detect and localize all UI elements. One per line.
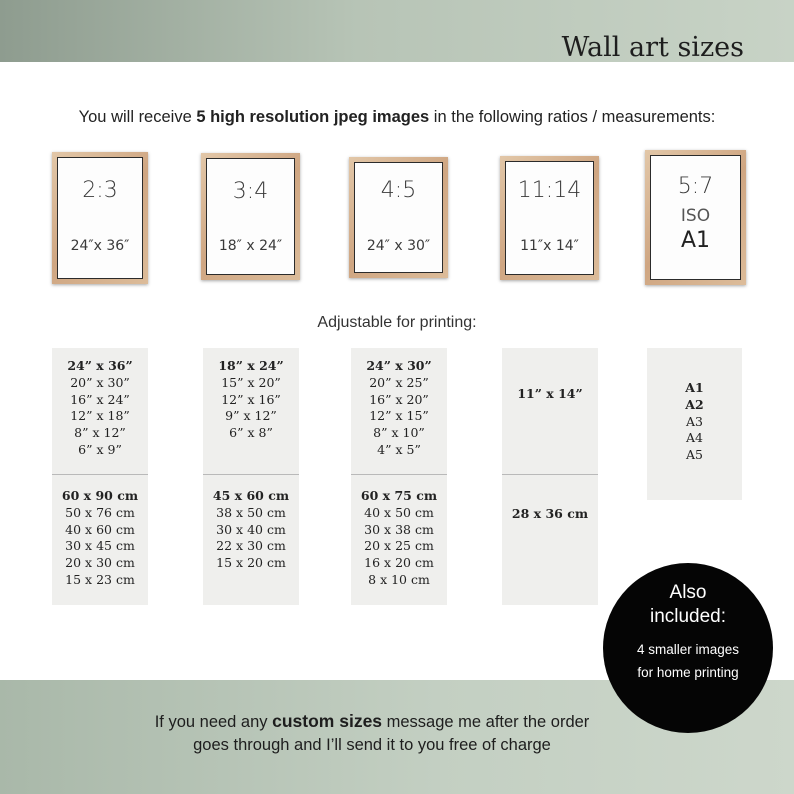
badge-line: included: [649, 606, 727, 627]
size-line: 8” x 12” [74, 425, 126, 441]
size-line: 40 x 60 cm [65, 521, 135, 537]
size-line: 12” x 16” [221, 391, 281, 407]
frame-dims: 11″x 14″ [520, 238, 579, 254]
size-line: A3 [686, 413, 703, 429]
iso-sizes [647, 380, 742, 464]
size-line: 40 x 50 cm [364, 504, 434, 520]
frame-mat [505, 161, 594, 275]
divider [502, 474, 598, 475]
frame-a1-label: A1 [680, 228, 711, 253]
frame-ratio: 4:5 [380, 178, 417, 203]
frame-mat [354, 162, 443, 273]
cm-sizes [203, 488, 299, 572]
frame-2-3 [52, 152, 148, 284]
size-line: A2 [685, 396, 704, 412]
size-line: A1 [685, 380, 704, 395]
frame-iso-label: ISO [680, 206, 711, 226]
size-line: 6” x 9” [78, 441, 122, 457]
frame-ratio: 5:7 [677, 174, 714, 199]
size-line: 30 x 40 cm [216, 521, 286, 537]
cm-sizes [351, 488, 447, 589]
badge-line: 4 smaller images [636, 642, 740, 657]
size-line: 18” x 24” [218, 358, 284, 373]
size-line: 20 x 25 cm [364, 538, 434, 554]
size-line: 15 x 23 cm [65, 571, 135, 587]
frame-dims: 24″ x 30″ [366, 238, 431, 254]
size-line: 30 x 45 cm [65, 538, 135, 554]
size-line: 60 x 90 cm [61, 488, 139, 503]
page-title: Wall art sizes [561, 32, 744, 63]
size-line: 11” x 14” [517, 386, 583, 401]
size-column-11-14 [502, 348, 598, 605]
size-line: 8” x 10” [373, 425, 425, 441]
size-line: A4 [686, 430, 703, 446]
size-column-2-3 [52, 348, 148, 605]
inch-sizes [203, 358, 299, 442]
frame-mat [650, 155, 741, 280]
size-line: 15” x 20” [221, 374, 281, 390]
size-line: 20” x 25” [369, 374, 429, 390]
size-line: 22 x 30 cm [216, 538, 286, 554]
frame-dims: 18″ x 24″ [218, 238, 283, 254]
intro-text: You will receive 5 high resolution jpeg images in the following ratios / measurements: [78, 108, 716, 126]
size-line: 20” x 30” [70, 374, 130, 390]
frame-ratio: 11:14 [517, 178, 582, 203]
frame-11-14 [500, 156, 599, 280]
divider [351, 474, 447, 475]
size-line: 50 x 76 cm [65, 504, 135, 520]
size-column-4-5 [351, 348, 447, 605]
inch-sizes [502, 386, 598, 403]
size-line: 6” x 8” [229, 425, 273, 441]
size-line: 38 x 50 cm [216, 504, 286, 520]
size-line: 16” x 24” [70, 391, 130, 407]
inch-sizes [351, 358, 447, 459]
size-line: 20 x 30 cm [65, 555, 135, 571]
cm-sizes [502, 506, 598, 523]
badge-line: for home printing [637, 665, 739, 680]
size-line: 28 x 36 cm [511, 506, 589, 521]
size-line: 4” x 5” [377, 441, 421, 457]
frame-4-5 [349, 157, 448, 278]
cm-sizes [52, 488, 148, 589]
size-line: 24” x 30” [366, 358, 432, 373]
size-line: 15 x 20 cm [216, 555, 286, 571]
divider [203, 474, 299, 475]
size-line: 60 x 75 cm [360, 488, 438, 503]
frame-mat [206, 158, 295, 275]
frame-ratio: 2:3 [82, 178, 118, 203]
frame-5-7 [645, 150, 746, 285]
size-line: A5 [686, 447, 703, 463]
adjustable-title: Adjustable for printing: [317, 314, 477, 331]
size-line: 30 x 38 cm [364, 521, 434, 537]
frame-3-4 [201, 153, 300, 280]
frame-mat [57, 157, 143, 279]
footer-highlight: custom sizes [272, 711, 383, 731]
size-line: 12” x 18” [70, 408, 130, 424]
footer-text: If you need any custom sizes message me after the order goes through and I’ll send it to you free of charge [154, 711, 590, 754]
frame-dims: 24″x 36″ [70, 238, 130, 254]
size-line: 12” x 15” [369, 408, 429, 424]
size-line: 24” x 36” [67, 358, 133, 373]
size-column-iso [647, 348, 742, 500]
size-line: 16” x 20” [369, 391, 429, 407]
size-line: 16 x 20 cm [364, 555, 434, 571]
size-line: 9” x 12” [225, 408, 277, 424]
size-line: 45 x 60 cm [212, 488, 290, 503]
size-column-3-4 [203, 348, 299, 605]
frame-ratio: 3:4 [232, 179, 269, 204]
size-line: 8 x 10 cm [368, 571, 430, 587]
inch-sizes [52, 358, 148, 459]
badge-line: Also [669, 582, 707, 603]
intro-highlight: 5 high resolution jpeg images [196, 108, 430, 126]
also-included-badge [603, 563, 773, 733]
divider [52, 474, 148, 475]
